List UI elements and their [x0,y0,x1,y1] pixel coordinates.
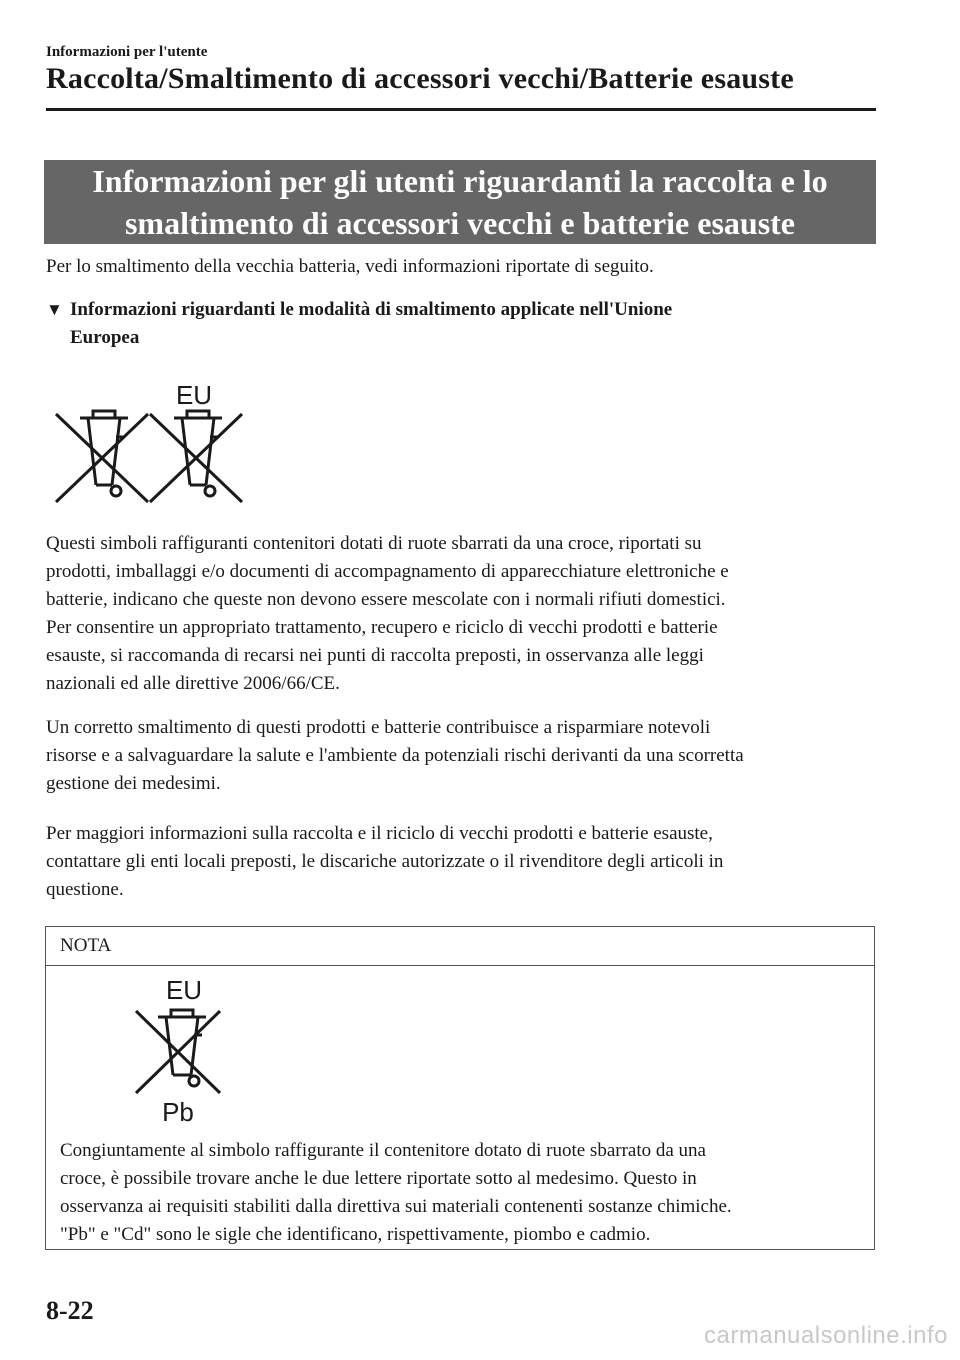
paragraph-line: gestione dei medesimi. [46,773,221,794]
triangle-marker-icon: ▼ [46,300,63,319]
banner-line-1: Informazioni per gli utenti riguardanti la raccolta e lo [92,163,828,199]
paragraph-line: esauste, si raccomanda di recarsi nei punti di raccolta preposti, in osservanza alle leggi [46,645,704,666]
crossed-out-wheeled-bin-icon [56,411,148,502]
paragraph-line: batterie, indicano che queste non devono essere mescolate con i normali rifiuti domestici. [46,589,726,610]
paragraph-3 [46,820,876,904]
subheading-line-1: Informazioni riguardanti le modalità di smaltimento applicate nell'Unione [70,299,673,320]
eu-disposal-symbols [50,380,250,510]
chapter-title: Raccolta/Smaltimento di accessori vecchi/Batterie esauste [46,62,794,95]
paragraph-line: prodotti, imballaggi e/o documenti di accompagnamento di apparecchiature elettroniche e [46,561,729,582]
nota-line: osservanza ai requisiti stabiliti dalla direttiva sui materiali contenenti sostanze chimiche. [60,1196,732,1217]
paragraph-line: nazionali ed alle direttive 2006/66/CE. [46,673,340,694]
nota-line: Congiuntamente al simbolo raffigurante il contenitore dotato di ruote sbarrato da una [60,1140,706,1161]
pb-disposal-symbol [128,975,238,1125]
paragraph-line: questione. [46,879,124,900]
nota-text [60,1137,860,1249]
nota-box [45,926,875,1250]
section-banner [44,160,876,244]
banner-line-2: smaltimento di accessori vecchi e batterie esauste [124,205,795,241]
page-number: 8-22 [46,1296,94,1325]
paragraph-1 [46,530,876,698]
watermark: carmanualsonline.info [704,1322,948,1349]
subheading [46,296,846,352]
crossed-out-wheeled-bin-icon [136,1010,220,1093]
eu-label: EU [165,975,203,1005]
running-head: Informazioni per l'utente [46,44,208,60]
paragraph-line: Per maggiori informazioni sulla raccolta e il riciclo di vecchi prodotti e batterie esauste, [46,823,713,844]
pb-label: Pb [162,1097,194,1125]
intro-text: Per lo smaltimento della vecchia batteria, vedi informazioni riportate di seguito. [46,256,654,277]
paragraph-line: Questi simboli raffiguranti contenitori dotati di ruote sbarrati da una croce, riportati su [46,533,702,554]
title-rule [46,108,876,111]
paragraph-2 [46,714,876,798]
paragraph-line: risorse e a salvaguardare la salute e l'ambiente da potenziali rischi derivanti da una scorretta [46,745,744,766]
nota-heading: NOTA [46,927,874,966]
nota-line: croce, è possibile trovare anche le due lettere riportate sotto al medesimo. Questo in [60,1168,697,1189]
crossed-out-wheeled-bin-icon [150,411,242,502]
paragraph-line: contattare gli enti locali preposti, le discariche autorizzate o il rivenditore degli articoli in [46,851,724,872]
paragraph-line: Per consentire un appropriato trattamento, recupero e riciclo di vecchi prodotti e batterie [46,617,718,638]
nota-line: "Pb" e "Cd" sono le sigle che identificano, rispettivamente, piombo e cadmio. [60,1224,651,1245]
eu-label: EU [175,380,213,410]
subheading-line-2: Europea [70,327,140,348]
paragraph-line: Un corretto smaltimento di questi prodotti e batterie contribuisce a risparmiare notevoli [46,717,711,738]
